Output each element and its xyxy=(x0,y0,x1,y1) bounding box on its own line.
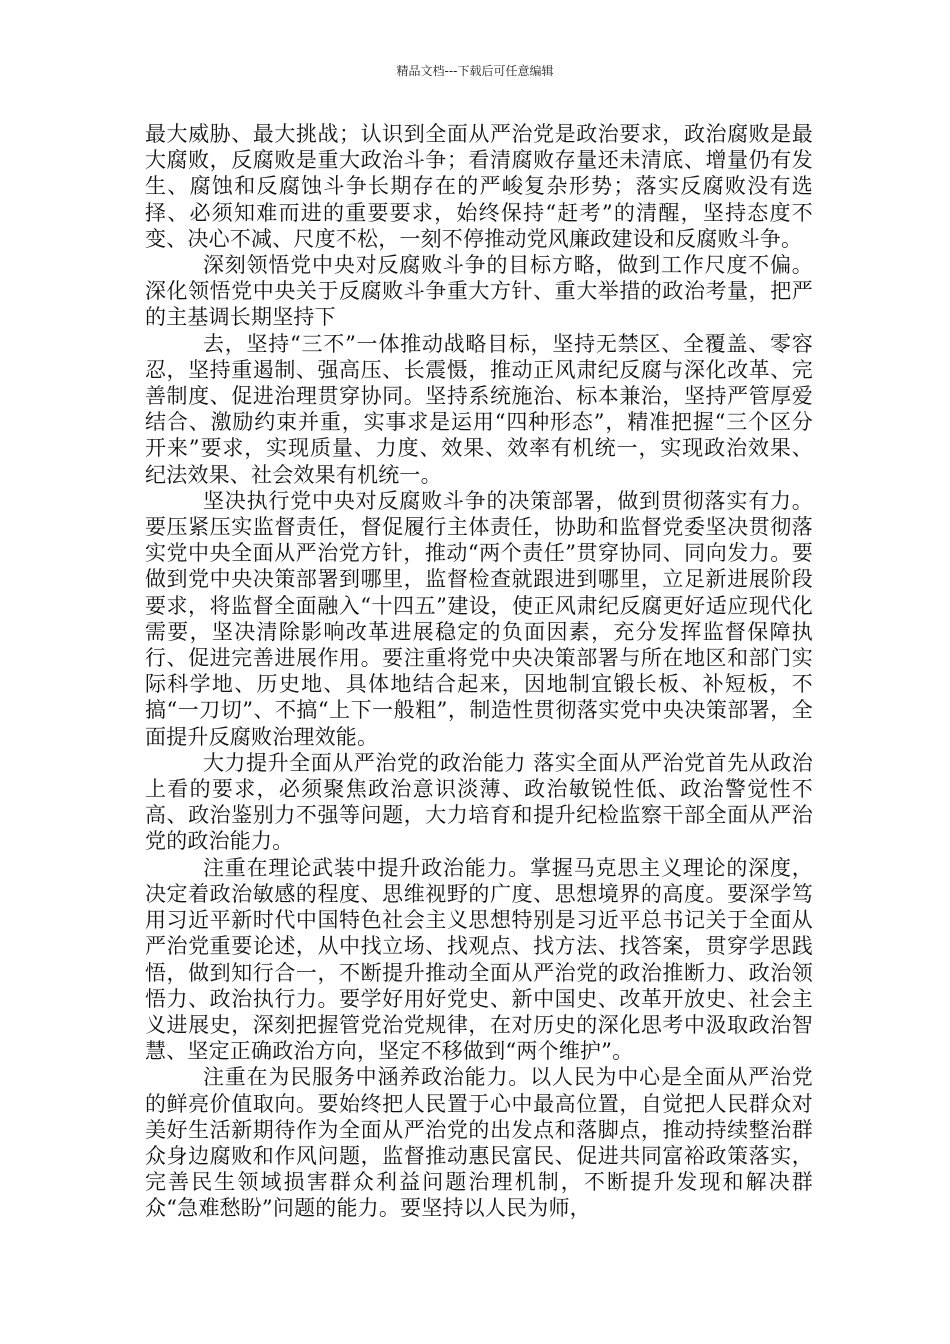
paragraph-3: 去，坚持“三不”一体推动战略目标，坚持无禁区、全覆盖、零容忍，坚持重遏制、强高压、长震慑，推动正风肃纪反腐与深化改革、完善制度、促进治理贯穿协同。坚持系统施治、标本兼治，坚持严管厚爱结合、激励约束并重，实事求是运用“四种形态”，精准把握“三个区分开来”要求，实现质量、力度、效果、效率有机统一，实现政治效果、纪法效果、社会效果有机统一。 xyxy=(145,331,813,487)
paragraph-4: 坚决执行党中央对反腐败斗争的决策部署，做到贯彻落实有力。要压紧压实监督责任，督促履行主体责任，协助和监督党委坚决贯彻落实党中央全面从严治党方针，推动“两个责任”贯穿协同、同向发力。要做到党中央决策部署到哪里，监督检查就跟进到哪里，立足新进展阶段要求，将监督全面融入“十四五”建设，使正风肃纪反腐更好适应现代化需要，坚决清除影响改革进展稳定的负面因素，充分发挥监督保障执行、促进完善进展作用。要注重将党中央决策部署与所在地区和部门实际科学地、历史地、具体地结合起来，因地制宜锻长板、补短板，不搞“一刀切”、不搞“上下一般粗”，制造性贯彻落实党中央决策部署，全面提升反腐败治理效能。 xyxy=(145,488,813,749)
page-header-watermark: 精品文档---下载后可任意编辑 xyxy=(396,64,554,78)
document-body xyxy=(145,121,813,1222)
paragraph-2: 深刻领悟党中央对反腐败斗争的目标方略，做到工作尺度不偏。深化领悟党中央关于反腐败斗争重大方针、重大举措的政治考量，把严的主基调长期坚持下 xyxy=(145,253,813,330)
paragraph-7: 注重在为民服务中涵养政治能力。以人民为中心是全面从严治党的鲜亮价值取向。要始终把人民置于心中最高位置，自觉把人民群众对美好生活新期待作为全面从严治党的出发点和落脚点，推动持续整治群众身边腐败和作风问题，监督推动惠民富民、促进共同富裕政策落实，完善民生领域损害群众利益问题治理机制，不断提升发现和解决群众“急难愁盼”问题的能力。要坚持以人民为师， xyxy=(145,1065,813,1221)
paragraph-5: 大力提升全面从严治党的政治能力 落实全面从严治党首先从政治上看的要求，必须聚焦政治意识淡薄、政治敏锐性低、政治警觉性不高、政治鉴别力不强等问题，大力培育和提升纪检监察干部全面从严治党的政治能力。 xyxy=(145,750,813,854)
paragraph-1: 最大威胁、最大挑战；认识到全面从严治党是政治要求，政治腐败是最大腐败，反腐败是重大政治斗争；看清腐败存量还未清底、增量仍有发生、腐蚀和反腐蚀斗争长期存在的严峻复杂形势；落实反腐败没有选择、必须知难而进的重要要求，始终保持“赶考”的清醒，坚持态度不变、决心不减、尺度不松，一刻不停推动党风廉政建设和反腐败斗争。 xyxy=(145,122,813,251)
paragraph-6: 注重在理论武装中提升政治能力。掌握马克思主义理论的深度，决定着政治敏感的程度、思维视野的广度、思想境界的高度。要深学笃用习近平新时代中国特色社会主义思想特别是习近平总书记关于全面从严治党重要论述，从中找立场、找观点、找方法、找答案，贯穿学思践悟，做到知行合一，不断提升推动全面从严治党的政治推断力、政治领悟力、政治执行力。要学好用好党史、新中国史、改革开放史、社会主义进展史，深刻把握管党治党规律，在对历史的深化思考中汲取政治智慧、坚定正确政治方向，坚定不移做到“两个维护”。 xyxy=(145,855,813,1064)
